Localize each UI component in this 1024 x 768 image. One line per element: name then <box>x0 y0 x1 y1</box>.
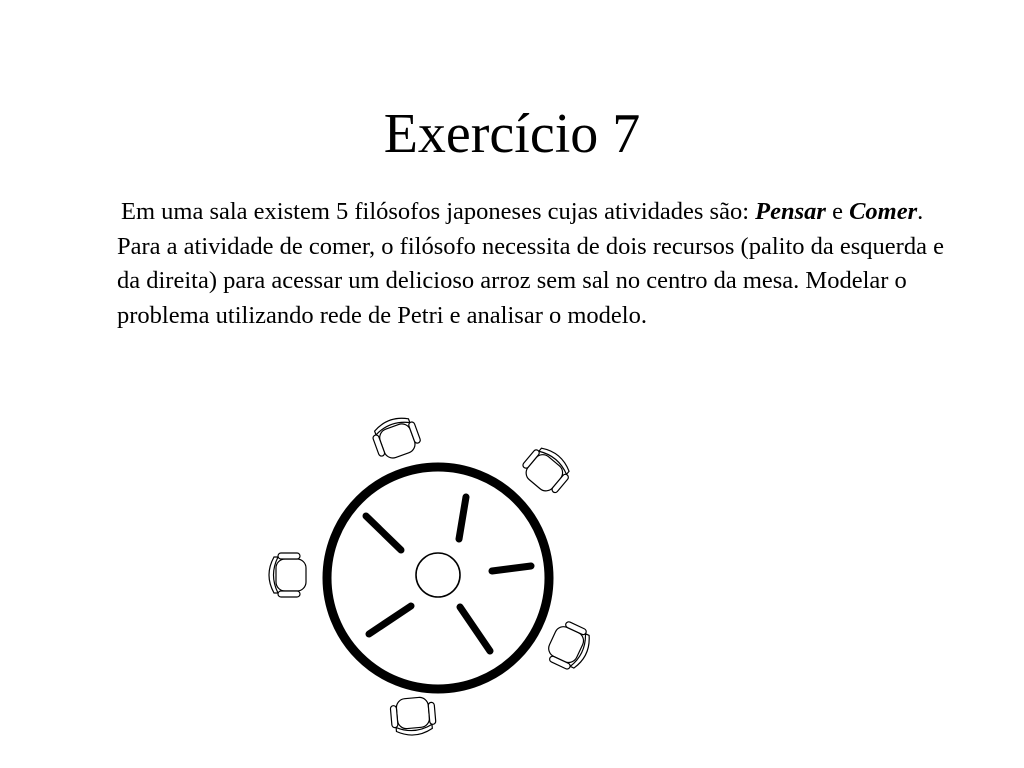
rice-bowl <box>416 553 460 597</box>
emphasis-comer: Comer <box>849 198 918 225</box>
slide-title: Exercício 7 <box>383 103 641 165</box>
emphasis-pensar: Pensar <box>755 198 826 225</box>
statement-connector: e <box>825 198 850 225</box>
chopstick <box>459 497 466 539</box>
chopstick <box>460 607 490 651</box>
chair <box>543 618 595 674</box>
chopstick <box>492 566 531 571</box>
chair <box>369 413 423 463</box>
chair <box>518 442 575 499</box>
statement-part-2: . Para a atividade de comer, o filósofo necessita de dois recursos (palito da esquerda e da direita) para acessar um delicioso arroz sem sal no centro da mesa. Modelar o problema utilizando rede de Petri e analisar o modelo. <box>117 198 944 329</box>
statement-part-1: Em uma sala existem 5 filósofos japoneses cujas atividades são: <box>121 198 750 225</box>
chopstick <box>366 516 401 550</box>
chair <box>269 553 306 597</box>
chair <box>390 696 437 737</box>
chopstick <box>369 606 411 634</box>
